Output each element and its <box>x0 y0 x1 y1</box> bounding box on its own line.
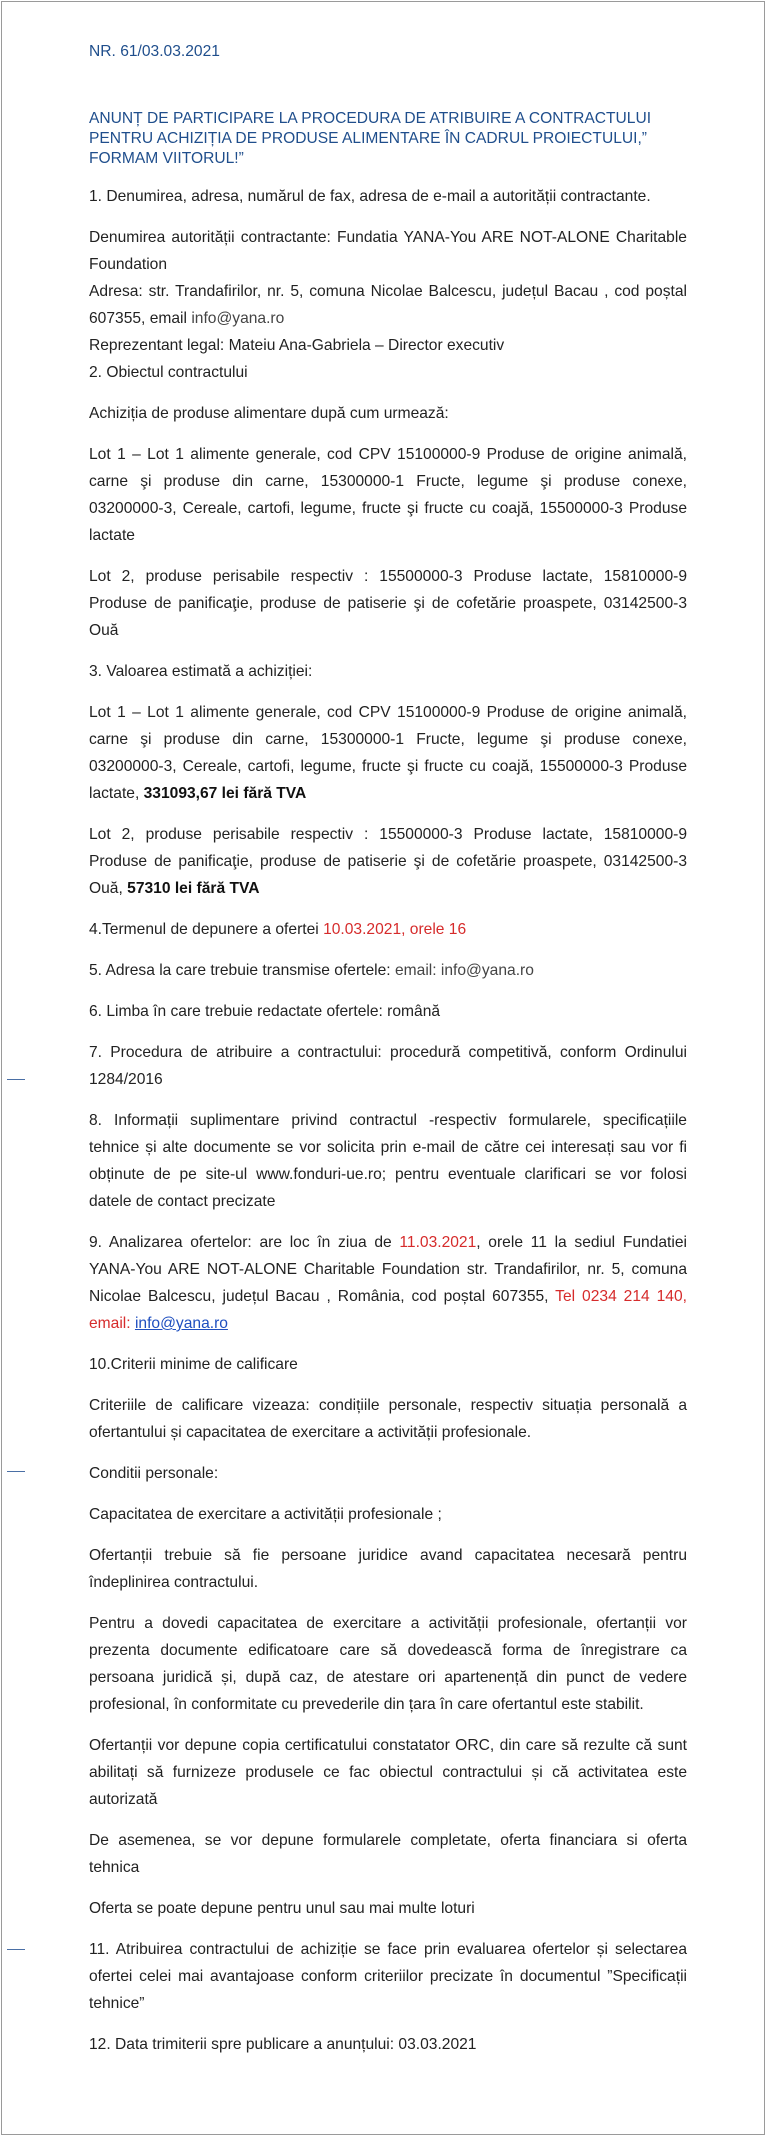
analysis-text-b: , orele 11 la sediul Fundatiei YANA-You ARE NOT-ALONE Charitable Foundation str. Trandafirilor, nr. 5, comuna Nicolae Balcescu, județul Bacau , România, cod poștal 607355, <box>89 1234 687 1305</box>
lot-2-value: 57310 lei fără TVA <box>127 880 260 897</box>
analysis-date: 11.03.2021 <box>399 1234 477 1251</box>
document-number: NR. 61/03.03.2021 <box>89 43 220 60</box>
section-7-procedure: 7. Procedura de atribuire a contractului: procedură competitivă, conform Ordinului 1284/2016 <box>89 1044 687 1088</box>
criteria-paragraph: Criteriile de calificare vizeaza: condițiile personale, respectiv situația personală a ofertantului și capacitatea de exercitare a activității profesionale. <box>89 1397 687 1441</box>
section-2-heading: 2. Obiectul contractului <box>89 364 248 381</box>
criteria-paragraph: De asemenea, se vor depune formularele completate, oferta financiara si oferta tehnica <box>89 1832 687 1876</box>
section-11-award: 11. Atribuirea contractului de achiziție se face prin evaluarea ofertelor și selectarea ofertei celei mai avantajoase conform criteriilor precizate în documentul ”Specificații tehnice” <box>89 1941 687 2012</box>
authority-value: Fundatia YANA-You ARE NOT-ALONE Charitable Foundation <box>89 229 687 273</box>
criteria-paragraph: Ofertanții vor depune copia certificatului constatator ORC, din care să rezulte că sunt abilitați să furnizeze produsele ce fac obiectul contractului și că activitatea este autorizată <box>89 1737 687 1808</box>
margin-mark <box>7 1471 25 1472</box>
section-6-language: 6. Limba în care trebuie redactate ofertele: română <box>89 1003 441 1020</box>
section-1-heading: 1. Denumirea, adresa, numărul de fax, adresa de e-mail a autorității contractante. <box>89 188 651 205</box>
criteria-paragraph: Ofertanții trebuie să fie persoane juridice avand capacitatea necesară pentru îndeplinirea contractului. <box>89 1547 687 1591</box>
lot-1-value: 331093,67 lei fără TVA <box>143 785 307 802</box>
criteria-paragraph: Pentru a dovedi capacitatea de exercitare a activității profesionale, ofertanții vor prezenta documente edificatoare care să dovedească forma de înregistrare ca persoana juridică și, după caz, de atestare ori apartenență din punct de vedere profesional, în conformitate cu prevederile din țara în care ofertantul este stabilit. <box>89 1615 687 1713</box>
deadline-value: 10.03.2021, orele 16 <box>323 921 467 938</box>
authority-name <box>89 224 687 278</box>
authority-label: Denumirea autorității contractante: <box>89 229 331 246</box>
section-12-publish-date: 12. Data trimiterii spre publicare a anunțului: 03.03.2021 <box>89 2036 477 2053</box>
contact-email-link[interactable]: info@yana.ro <box>134 1315 228 1332</box>
document-body <box>89 38 687 2072</box>
offer-address-value: email: info@yana.ro <box>394 962 534 979</box>
address-text: Adresa: str. Trandafirilor, nr. 5, comuna Nicolae Balcescu, județul Bacau , cod poștal 607355, email <box>89 283 687 327</box>
section-2-intro: Achiziția de produse alimentare după cum urmează: <box>89 405 449 422</box>
address-email: info@yana.ro <box>191 310 285 327</box>
document-page <box>1 1 765 2135</box>
deadline-label: 4.Termenul de depunere a ofertei <box>89 921 319 938</box>
section-10-heading: 10.Criterii minime de calificare <box>89 1356 298 1373</box>
criteria-paragraph: Oferta se poate depune pentru unul sau mai multe loturi <box>89 1900 475 1917</box>
lot-1-text: Lot 1 – Lot 1 alimente generale, cod CPV 15100000-9 Produse de origine animală, carne şi produse din carne, 15300000-1 Fructe, legume şi produse conexe, 03200000-3, Cereale, cartofi, legume, fructe şi fructe cu coajă, 15500000-3 Produse lactate, <box>89 704 687 802</box>
announcement-title: ANUNȚ DE PARTICIPARE LA PROCEDURA DE ATRIBUIRE A CONTRACTULUI PENTRU ACHIZIȚIA DE PRODUSE ALIMENTARE ÎN CADRUL PROIECTULUI,” FORMAM VIITORUL!” <box>89 110 652 167</box>
lot-2-text: Lot 2, produse perisabile respectiv : 15500000-3 Produse lactate, 15810000-9 Produse de panificaţie, produse de patiserie şi de cofetărie proaspete, 03142500-3 Ouă, <box>89 826 687 897</box>
criteria-paragraph: Conditii personale: <box>89 1465 219 1482</box>
section-9-analysis <box>89 1229 687 1337</box>
section-2-lot-1: Lot 1 – Lot 1 alimente generale, cod CPV 15100000-9 Produse de origine animală, carne şi produse din carne, 15300000-1 Fructe, legume şi produse conexe, 03200000-3, Cereale, cartofi, legume, fructe şi fructe cu coajă, 15500000-3 Produse lactate <box>89 446 687 544</box>
legal-representative: Reprezentant legal: Mateiu Ana-Gabriela – Director executiv <box>89 337 505 354</box>
section-3-lot-2 <box>89 821 687 902</box>
margin-mark <box>7 1079 25 1080</box>
section-8-info: 8. Informații suplimentare privind contractul -respectiv formularele, specificațiile tehnice și alte documente se vor solicita prin e-mail de către cei interesați sau vor fi obținute de pe site-ul www.fonduri-ue.ro; pentru eventuale clarificari se vor folosi datele de contact precizate <box>89 1112 687 1210</box>
analysis-contact: Tel 0234 214 140, email: <box>89 1288 687 1332</box>
analysis-text-a: 9. Analizarea ofertelor: are loc în ziua de <box>89 1234 392 1251</box>
authority-address <box>89 278 687 332</box>
section-3-heading: 3. Valoarea estimată a achiziției: <box>89 663 313 680</box>
section-4-deadline <box>89 916 687 943</box>
margin-mark <box>7 1949 25 1950</box>
criteria-paragraph: Capacitatea de exercitare a activității profesionale ; <box>89 1506 442 1523</box>
section-2-lot-2: Lot 2, produse perisabile respectiv : 15500000-3 Produse lactate, 15810000-9 Produse de panificaţie, produse de patiserie şi de cofetărie proaspete, 03142500-3 Ouă <box>89 568 687 639</box>
offer-address-label: 5. Adresa la care trebuie transmise ofertele: <box>89 962 391 979</box>
section-5-address <box>89 957 687 984</box>
section-3-lot-1 <box>89 699 687 807</box>
